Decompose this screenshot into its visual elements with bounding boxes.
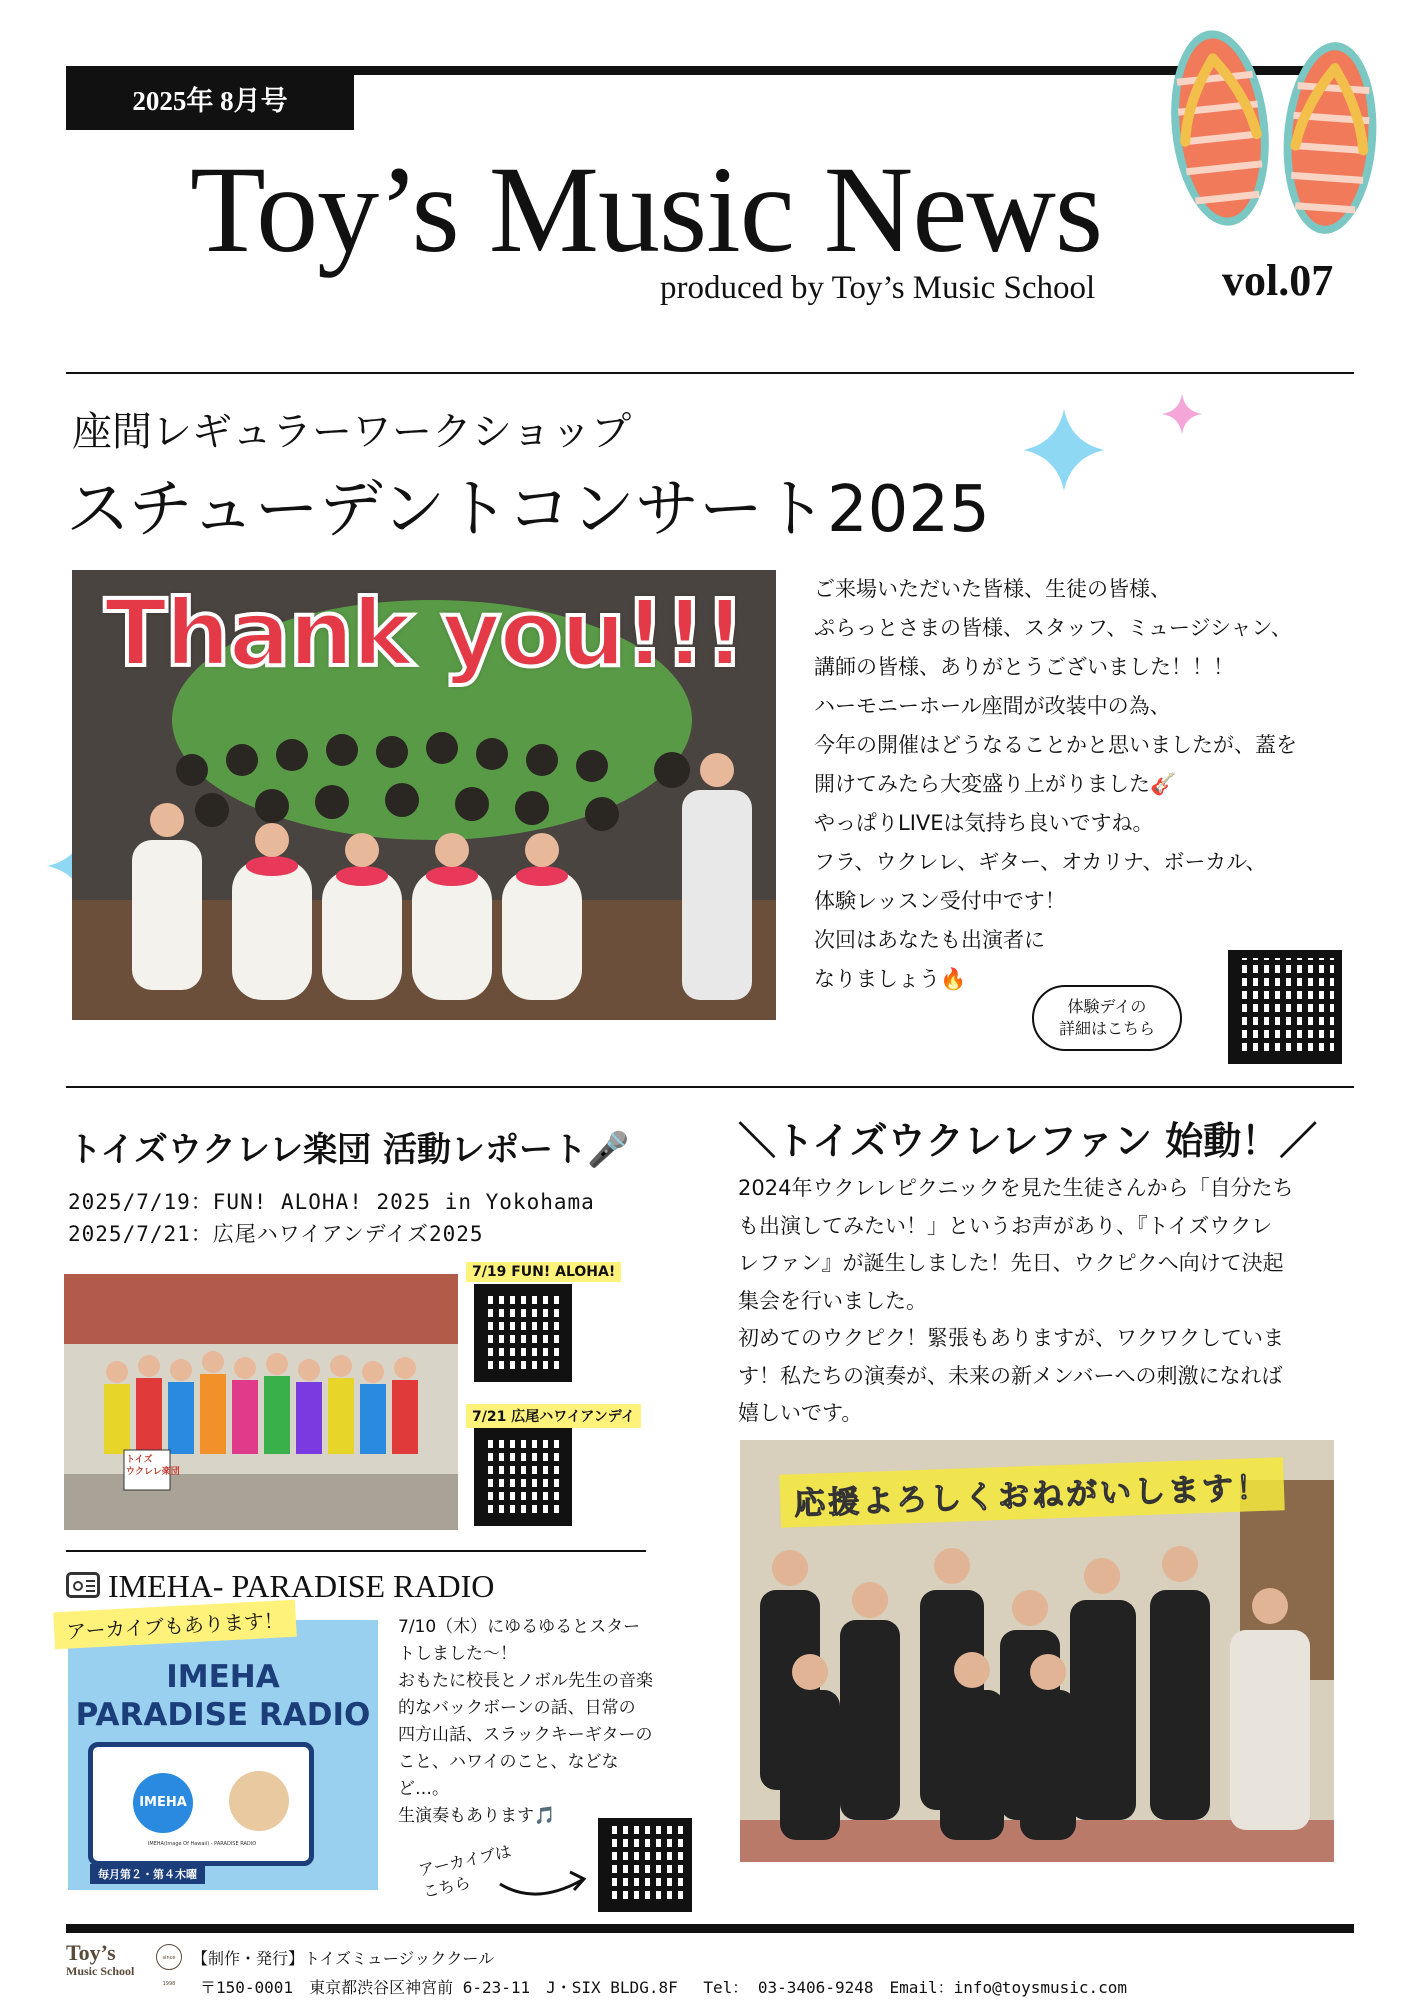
trial-day-qr-code[interactable] (1228, 950, 1342, 1064)
radio-schedule: 毎月第２・第４木曜 (90, 1864, 205, 1884)
concert-body-text (814, 570, 1374, 999)
band-report-title: トイズウクレレ楽団 活動レポート🎤 (68, 1130, 630, 1170)
band-sign-line: トイズ (126, 1455, 153, 1465)
radio-archive-qr-code[interactable] (598, 1818, 692, 1912)
radio-line: 生演奏もあります🎵 (398, 1806, 556, 1826)
footer-logo (66, 1942, 134, 1978)
radio-line: 四方山話、スラックキーギターの (398, 1725, 653, 1745)
concert-subtitle: 座間レギュラーワークショップ (72, 409, 632, 455)
bubble-line: 体験デイの (1067, 997, 1147, 1016)
radio-logo-line: PARADISE RADIO (75, 1697, 371, 1733)
trial-day-speech-bubble (1032, 985, 1182, 1051)
concert-title: スチューデントコンサート2025 (66, 473, 990, 547)
fan-club-group-photo (740, 1440, 1334, 1862)
concert-line: ご来場いただいた皆様、生徒の皆様、 (814, 577, 1171, 601)
concert-line: 体験レッスン受付中です！ (814, 889, 1066, 913)
thank-you-caption: Thank you!!! (104, 580, 744, 687)
radio-archive-banner: アーカイブもあります！ (53, 1600, 296, 1650)
radio-line: トしました〜！ (398, 1644, 517, 1664)
band-sign-line: ウクレレ楽団 (126, 1467, 180, 1477)
volume-number: vol.07 (1222, 256, 1334, 305)
band-photo-illustration (64, 1274, 458, 1530)
concert-line: フラ、ウクレレ、ギター、オカリナ、ボーカル、 (814, 850, 1267, 874)
radio-line: こと、ハワイのこと、などな (398, 1752, 619, 1772)
radio-line: ど…。 (398, 1779, 449, 1799)
radio-banner (68, 1620, 378, 1890)
footer-publisher: 【制作・発行】トイズミュージッククール (192, 1949, 495, 1968)
band-event-date: 2025/7/21：広尾ハワイアンデイズ2025 (68, 1222, 484, 1246)
radio-badge: IMEHA (133, 1773, 193, 1833)
fan-club-body-text (738, 1170, 1348, 1433)
footer-since-badge: since 1998 (156, 1944, 182, 1970)
fan-line: 嬉しいです。 (738, 1401, 863, 1425)
concert-line: 今年の開催はどうなることかと思いましたが、蓋を (814, 733, 1297, 757)
sandals-icon (1160, 18, 1390, 248)
fan-line: す！私たちの演奏が、未来の新メンバーへの刺激になれば (738, 1363, 1283, 1388)
radio-title: IMEHA- PARADISE RADIO (108, 1568, 495, 1604)
issue-date-badge (66, 66, 354, 130)
radio-logo-line: IMEHA (166, 1659, 280, 1695)
sparkle-small-icon (1160, 392, 1204, 436)
fan-line: も出演してみたい！」というお声があり、『トイズウクレ (738, 1213, 1273, 1238)
masthead-title: Toy’s Music News (190, 141, 1103, 278)
fan-line: 2024年ウクレレピクニックを見た生徒さんから「自分たち (738, 1176, 1294, 1200)
divider (66, 1550, 646, 1552)
cheer-caption: 応援よろしくおねがいします！ (779, 1457, 1285, 1528)
hiroo-qr-code[interactable] (474, 1428, 572, 1526)
arrow-icon (496, 1862, 592, 1902)
fan-line: 初めてのウクピク！緊張もありますが、ワクワクしていま (738, 1326, 1284, 1350)
footer-address: 〒150-0001 東京都渋谷区神宮前 6-23-11 J・SIX BLDG.8F Tel： 03-3406-9248 Email：info@toysmusic.com (200, 1978, 1128, 1997)
qr-tag-hiroo: 7/21 広尾ハワイアンデイ (466, 1404, 641, 1428)
band-sign (126, 1454, 180, 1478)
radio-badge-sub: IMEHA(Image Of Hawaii) - PARADISE RADIO (147, 1841, 257, 1847)
radio-screen (88, 1742, 314, 1866)
concert-group-photo (72, 570, 776, 1020)
radio-icon (66, 1572, 100, 1598)
fan-line: レファン』が誕生しました！先日、ウクピクへ向けて決起 (738, 1251, 1284, 1275)
masthead-byline: produced by Toy’s Music School (660, 270, 1096, 306)
radio-line: 7/10（木）にゆるゆるとスター (398, 1617, 641, 1637)
divider (66, 372, 1354, 374)
footer-logo-main: Toy’s (66, 1940, 116, 1965)
archive-note-line: アーカイブは (416, 1841, 513, 1880)
radio-logo-text (68, 1658, 378, 1734)
concert-line: やっぱりLIVEは気持ち良いですね。 (814, 811, 1154, 835)
fun-aloha-qr-code[interactable] (474, 1284, 572, 1382)
concert-line: 開けてみたら大変盛り上がりました🎸 (814, 772, 1177, 796)
fan-line: 集会を行いました。 (738, 1288, 927, 1313)
qr-tag-fun-aloha: 7/19 FUN! ALOHA! (466, 1262, 621, 1282)
band-event-date: 2025/7/19：FUN! ALOHA! 2025 in Yokohama (68, 1190, 595, 1214)
hosts-photo (229, 1771, 289, 1831)
footer-logo-sub: Music School (66, 1964, 135, 1978)
concert-line: 講師の皆様、ありがとうございました！！！ (814, 655, 1234, 679)
concert-line: ハーモニーホール座間が改装中の為、 (814, 694, 1171, 718)
band-group-photo (64, 1274, 458, 1530)
issue-date: 2025年 8月号 (132, 85, 288, 116)
concert-line: 次回はあなたも出演者に (814, 928, 1045, 952)
radio-body-text (398, 1614, 698, 1830)
divider (66, 1086, 1354, 1088)
radio-line: 的なバックボーンの話、日常の (398, 1698, 636, 1718)
footer-rule (66, 1924, 1354, 1933)
bubble-line: 詳細はこちら (1058, 1019, 1155, 1038)
radio-line: おもたに校長とノボル先生の音楽 (398, 1671, 653, 1691)
fan-club-title: ＼トイズウクレレファン 始動！／ (738, 1119, 1318, 1163)
concert-line: ぷらっとさまの皆様、スタッフ、ミュージシャン、 (814, 616, 1292, 640)
concert-line: なりましょう🔥 (814, 967, 967, 991)
archive-note-line: こちら (421, 1872, 473, 1902)
sparkle-icon (1014, 400, 1114, 500)
